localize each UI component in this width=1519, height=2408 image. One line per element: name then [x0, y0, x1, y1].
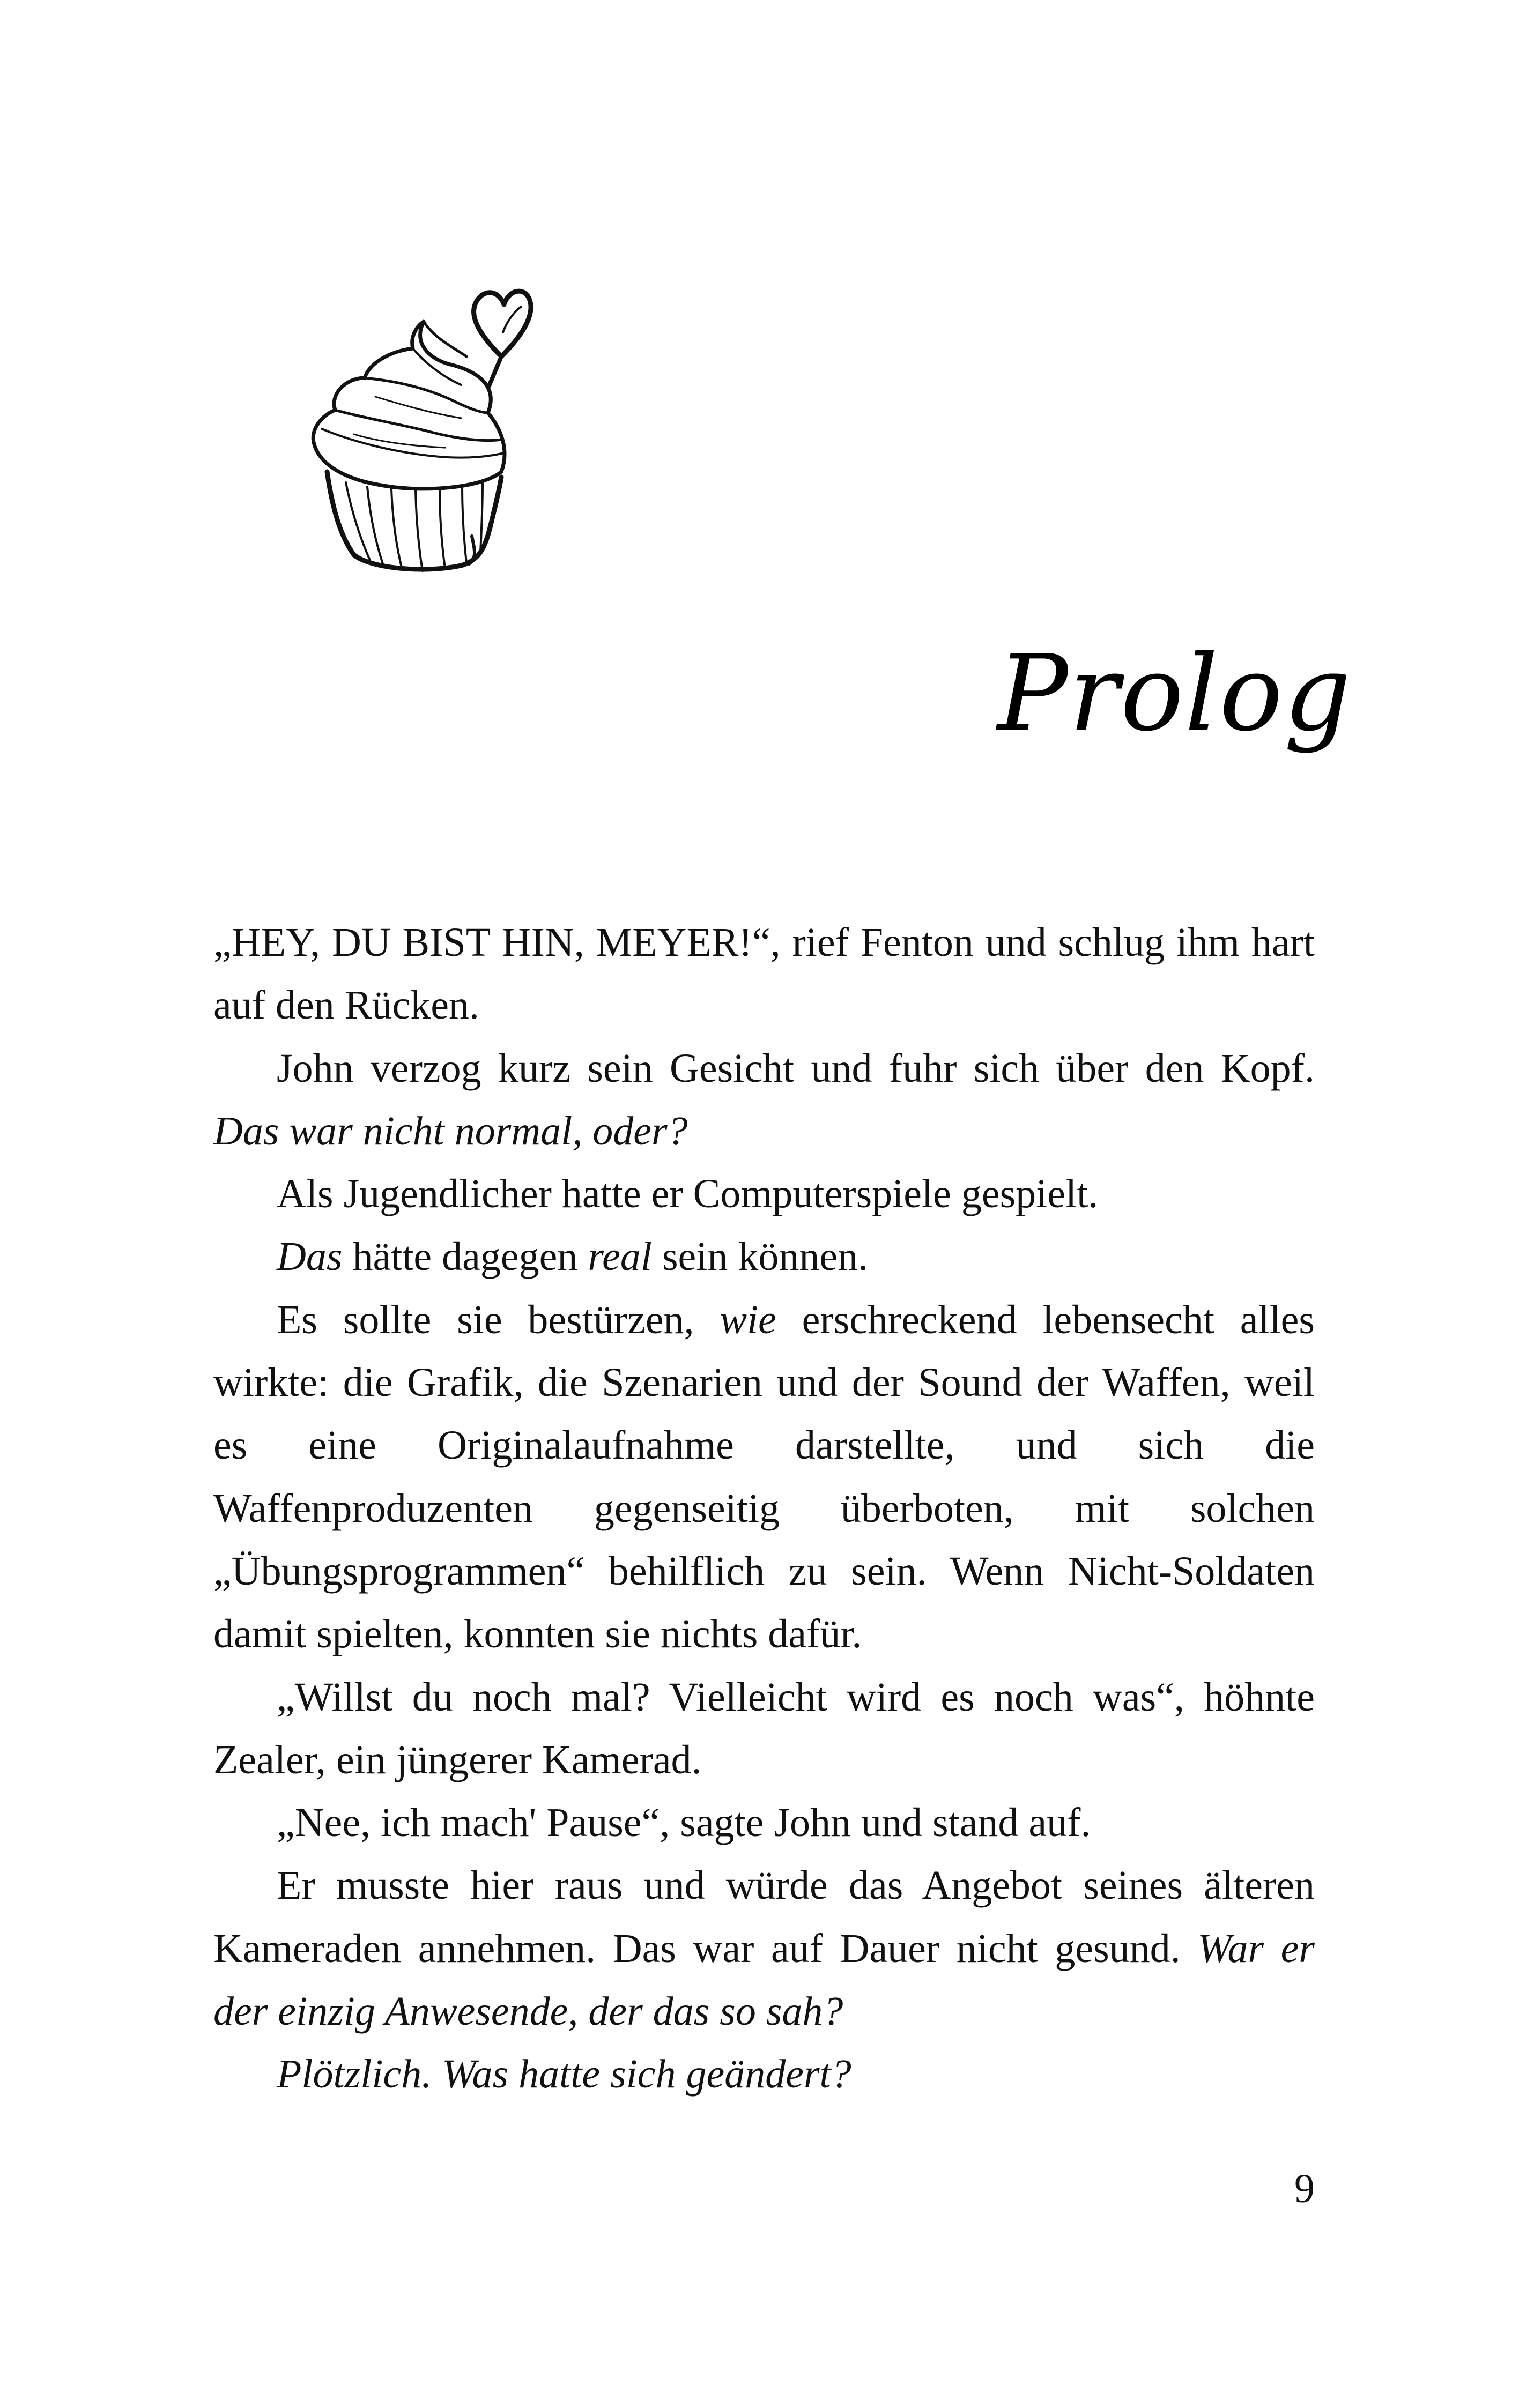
- text-run: „Willst du noch mal? Vielleicht wird es noch was“, höhnte Zealer, ein jüngerer Kamerad.: [213, 1674, 1315, 1782]
- page-number: 9: [1294, 2166, 1315, 2211]
- text-run: „Nee, ich mach' Pause“, sagte John und stand auf.: [277, 1800, 1091, 1846]
- paragraph: [213, 1666, 1315, 1792]
- text-run: Er musste hier raus und würde das Angebot seines älteren Kameraden annehmen. Das war auf Dauer nicht gesund.: [213, 1863, 1315, 1971]
- cupcake-with-heart-icon: [290, 257, 590, 590]
- italic-text-run: real: [588, 1234, 652, 1280]
- paragraph: [213, 1792, 1315, 1854]
- italic-text-run: War er der einzig Anwesende, der das so sah?: [213, 1926, 1315, 2034]
- italic-text-run: Das war nicht normal, oder?: [213, 1108, 688, 1154]
- text-run: John verzog kurz sein Gesicht und fuhr sich über den Kopf.: [277, 1045, 1315, 1091]
- italic-text-run: wie: [720, 1297, 776, 1342]
- paragraph: [213, 1163, 1315, 1225]
- paragraph: [213, 2043, 1315, 2106]
- text-run: erschreckend lebensecht alles wirkte: die Grafik, die Szenarien und der Sound der Waffen, weil es eine Originalaufnahme darstellte, und sich die Waffenproduzenten gegenseitig überboten, mit solchen „Übungsprogrammen“ behilflich zu sein. Wenn Nicht-Soldaten damit spielten, konnten sie nichts dafür.: [213, 1297, 1315, 1657]
- italic-text-run: Plötzlich. Was hatte sich geändert?: [277, 2052, 851, 2097]
- text-run: Es sollte sie bestürzen,: [277, 1297, 720, 1342]
- paragraph: [213, 1854, 1315, 2043]
- chapter-body-text: [213, 911, 1315, 2106]
- paragraph: [213, 1037, 1315, 1163]
- text-run: Als Jugendlicher hatte er Computerspiele gespielt.: [277, 1171, 1099, 1217]
- chapter-title: Prolog: [997, 633, 1352, 755]
- text-run: sein können.: [651, 1234, 869, 1280]
- italic-text-run: Das: [277, 1234, 343, 1280]
- paragraph: [213, 911, 1315, 1037]
- text-run: hätte dagegen: [342, 1234, 588, 1280]
- paragraph: [213, 1225, 1315, 1288]
- text-run: „HEY, DU BIST HIN, MEYER!“, rief Fenton und schlug ihm hart auf den Rücken.: [213, 920, 1315, 1028]
- paragraph: [213, 1289, 1315, 1666]
